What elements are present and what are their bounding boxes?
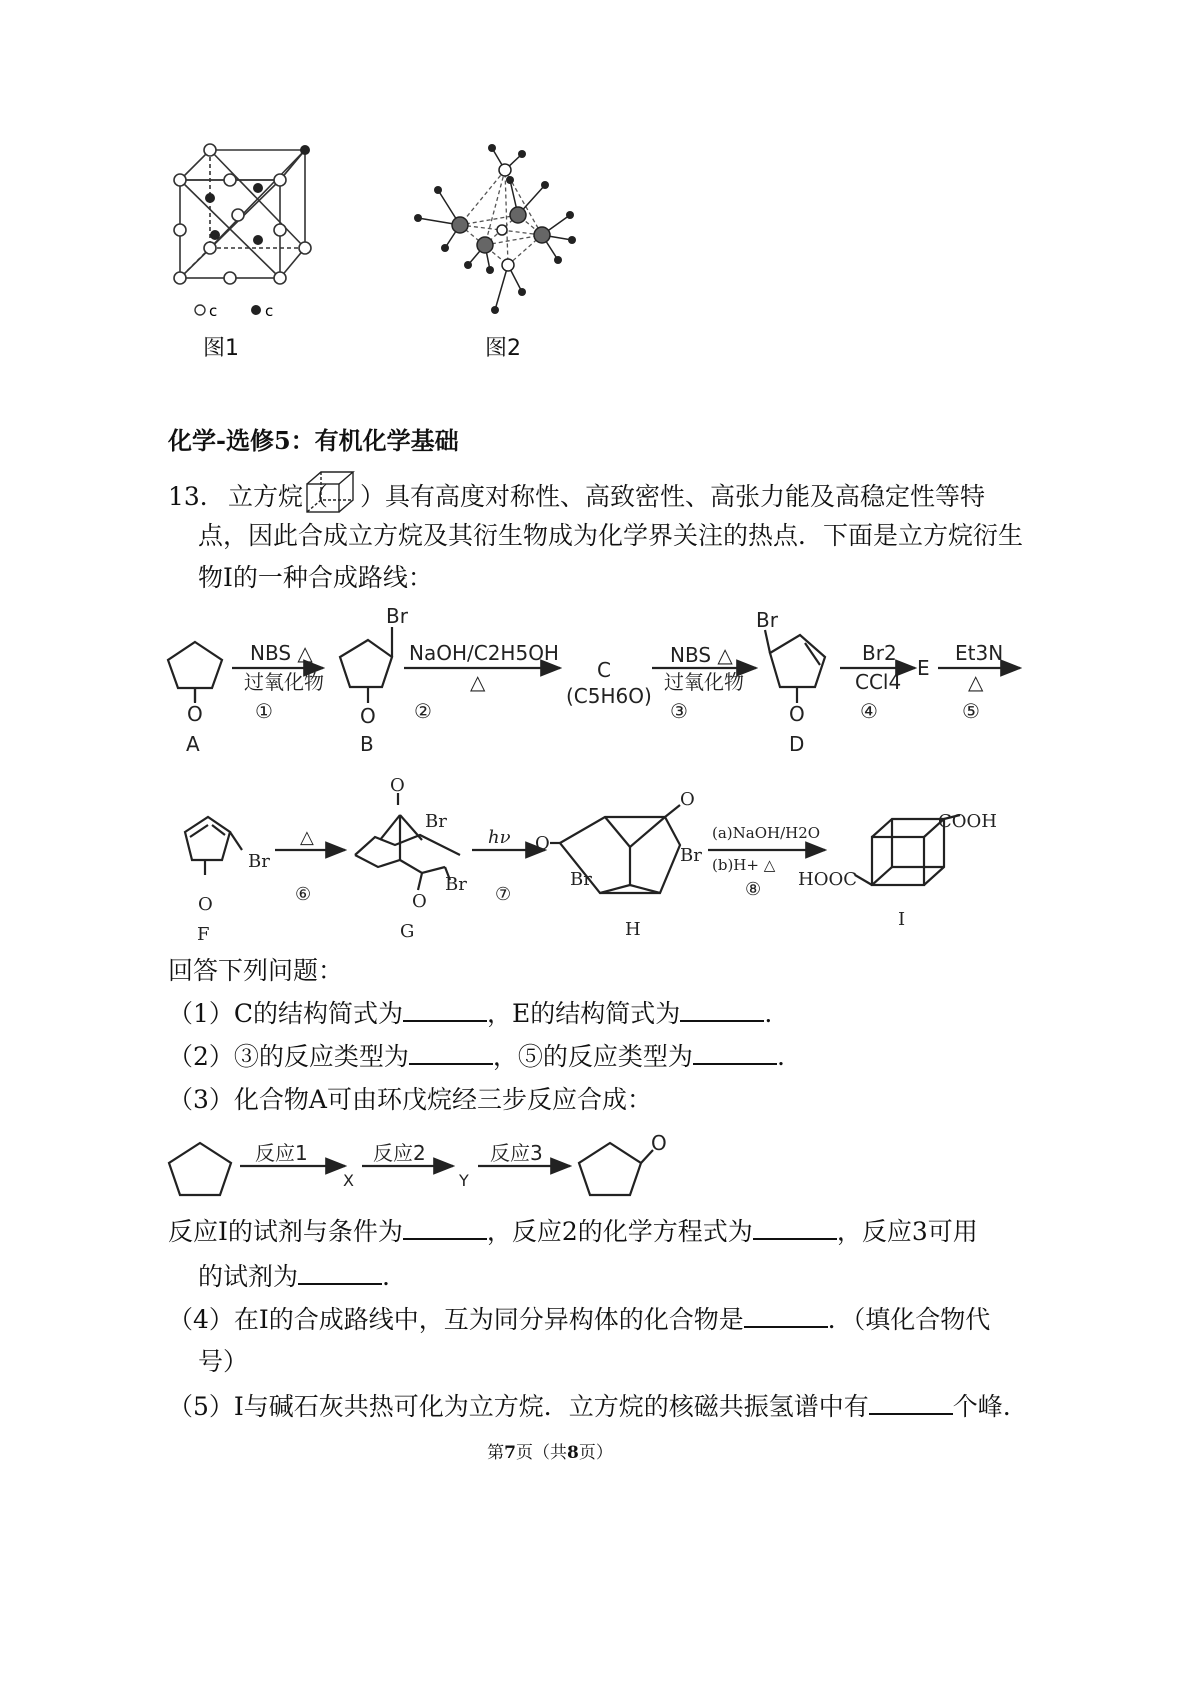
r1-top: NBS △	[250, 641, 313, 665]
q1-text-c: .	[764, 999, 773, 1028]
question-intro-a: 立方烷（	[228, 482, 329, 511]
G-oxygen-bottom: O	[412, 891, 427, 912]
F-bromine: Br	[248, 851, 270, 872]
question-4	[168, 1304, 990, 1335]
D-oxygen: O	[789, 702, 805, 726]
H-bromine-left: Br	[570, 869, 592, 890]
H-oxygen-left: O	[535, 833, 550, 854]
G-bromine-top: Br	[425, 811, 447, 832]
question-1	[168, 998, 772, 1029]
r5-num: ⑤	[962, 699, 980, 723]
scheme3-oxygen: O	[651, 1131, 667, 1155]
answer-blank-nmr-peaks[interactable]	[869, 1391, 953, 1415]
q4-text-a: （4）在I的合成路线中，互为同分异构体的化合物是	[168, 1305, 744, 1334]
answer-blank-reaction-3-type[interactable]	[409, 1041, 493, 1065]
q1-text-b: ，E的结构简式为	[487, 999, 681, 1028]
scheme3-Y: Y	[459, 1171, 469, 1190]
compound-F-label: F	[197, 924, 210, 945]
question-intro-line3: 物I的一种合成路线：	[198, 563, 433, 592]
cubane-icon	[303, 468, 359, 516]
I-cooh: COOH	[938, 811, 997, 832]
answer-blank-reaction-3-reagent[interactable]	[298, 1261, 382, 1285]
r6-top: △	[300, 827, 314, 848]
q5-text-a: （5）I与碱石灰共热可化为立方烷．立方烷的核磁共振氢谱中有	[168, 1392, 869, 1421]
r1-num: ①	[255, 699, 273, 723]
F-oxygen: O	[198, 894, 213, 915]
C-formula: (C5H6O)	[566, 684, 652, 708]
answer-prompt: 回答下列问题：	[168, 956, 344, 985]
question-5	[168, 1391, 1011, 1422]
question-3: （3）化合物A可由环戊烷经三步反应合成：	[168, 1085, 652, 1114]
r2-bottom: △	[470, 670, 486, 694]
answer-blank-reaction-2-equation[interactable]	[753, 1216, 837, 1240]
answer-blank-e-structure[interactable]	[680, 998, 764, 1022]
r5-top: Et3N	[955, 641, 1004, 665]
q3b-text-b: ，反应2的化学方程式为	[486, 1217, 753, 1246]
section-title: 化学-选修5：有机化学基础	[168, 426, 459, 455]
r4-num: ④	[860, 699, 878, 723]
compound-E-label: E	[917, 656, 930, 680]
r3-bottom: 过氧化物	[664, 670, 744, 694]
G-bromine-bottom: Br	[445, 874, 467, 895]
q3b-text-a: 反应I的试剂与条件为	[168, 1217, 403, 1246]
r6-num: ⑥	[295, 884, 312, 905]
r8-top: (a)NaOH/H2O	[712, 824, 821, 842]
synthesis-scheme-1	[160, 605, 1030, 765]
answer-blank-reaction-1-reagents[interactable]	[403, 1216, 487, 1240]
compound-H-label: H	[625, 919, 641, 940]
compound-A-label: A	[186, 732, 200, 756]
answer-blank-c-structure[interactable]	[403, 998, 487, 1022]
figure-2-molecule-cluster	[410, 140, 580, 325]
synthesis-scheme-2	[160, 775, 1000, 945]
r3-top: NBS △	[670, 643, 733, 667]
question-3b-line2	[198, 1261, 390, 1292]
scheme3-r2: 反应2	[373, 1141, 426, 1165]
B-bromine: Br	[386, 605, 408, 628]
q1-text-a: （1）C的结构简式为	[168, 999, 404, 1028]
legend-filled-c: c	[265, 302, 274, 320]
scheme3-r1: 反应1	[255, 1141, 308, 1165]
r5-bottom: △	[968, 670, 984, 694]
question-number: 13．	[168, 482, 225, 511]
question-3b	[168, 1216, 978, 1247]
D-bromine: Br	[756, 608, 778, 632]
H-oxygen-right: O	[680, 789, 695, 810]
page-footer	[0, 1438, 1100, 1463]
footer-page-number: 7	[504, 1443, 516, 1463]
I-hooc: HOOC	[798, 869, 857, 890]
r2-top: NaOH/C2H5OH	[409, 641, 559, 665]
r3-num: ③	[670, 699, 688, 723]
compound-C-label: C	[597, 658, 611, 682]
footer-text-c: 页）	[578, 1443, 613, 1463]
r7-top: hν	[488, 827, 511, 848]
r1-bottom: 过氧化物	[244, 670, 324, 694]
question-4-line2: 号）	[198, 1347, 249, 1376]
r8-mid: (b)H+ △	[712, 856, 776, 874]
scheme3-r3: 反应3	[490, 1141, 543, 1165]
r4-bottom: CCl4	[855, 670, 902, 694]
q5-text-b: 个峰.	[952, 1392, 1011, 1421]
figure-1-caption: 图1	[203, 336, 239, 361]
H-bromine-right: Br	[680, 845, 702, 866]
G-oxygen-top: O	[390, 775, 405, 796]
q3b-line2-text-a: 的试剂为	[198, 1262, 299, 1291]
q3b-line2-text-b: .	[382, 1262, 390, 1291]
B-oxygen: O	[360, 704, 376, 728]
q4-text-b: ．（填化合物代	[827, 1305, 991, 1334]
footer-text-b: 页（共	[516, 1443, 567, 1463]
synthesis-scheme-3	[165, 1128, 675, 1208]
r7-num: ⑦	[495, 884, 512, 905]
r4-top: Br2	[862, 641, 897, 665]
q2-text-c: .	[776, 1042, 785, 1071]
r8-num: ⑧	[745, 879, 762, 900]
compound-D-label: D	[789, 732, 805, 756]
q2-text-b: ，⑤的反应类型为	[492, 1042, 693, 1071]
footer-text-a: 第	[487, 1443, 505, 1463]
compound-G-label: G	[400, 921, 415, 942]
figure-1-crystal-cell	[170, 140, 320, 325]
q2-text-a: （2）③的反应类型为	[168, 1042, 409, 1071]
question-2	[168, 1041, 785, 1072]
answer-blank-reaction-5-type[interactable]	[693, 1041, 777, 1065]
footer-total-pages: 8	[567, 1443, 579, 1463]
compound-I-label: I	[898, 909, 906, 930]
q3b-text-c: ，反应3可用	[836, 1217, 978, 1246]
question-intro-b: ）具有高度对称性、高致密性、高张力能及高稳定性等特	[360, 482, 986, 511]
answer-blank-isomers[interactable]	[744, 1304, 828, 1328]
figure-2-caption: 图2	[485, 336, 521, 361]
A-oxygen: O	[187, 702, 203, 726]
legend-open-c: c	[209, 302, 218, 320]
scheme3-X: X	[343, 1171, 354, 1190]
r2-num: ②	[414, 699, 432, 723]
question-intro-line2: 点，因此合成立方烷及其衍生物成为化学界关注的热点．下面是立方烷衍生	[198, 521, 1024, 550]
compound-B-label: B	[360, 732, 374, 756]
